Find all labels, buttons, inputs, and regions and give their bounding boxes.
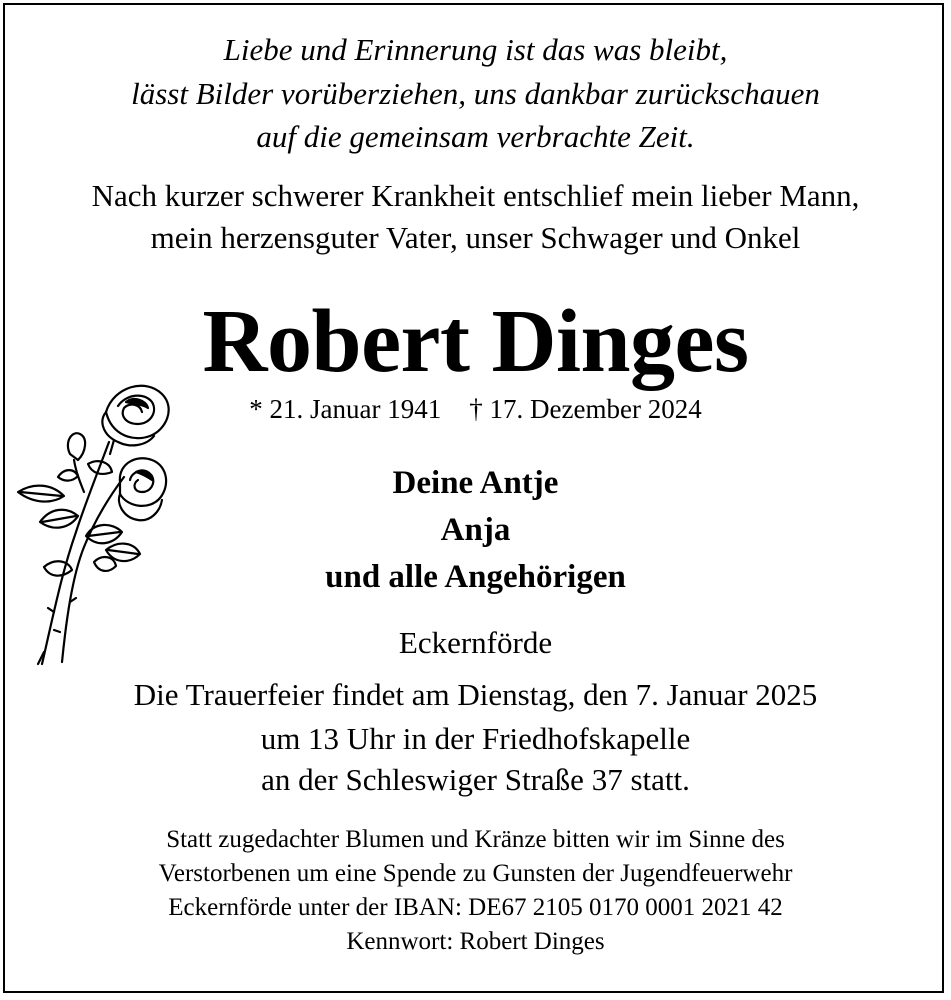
death-date: † 17. Dezember 2024 [469, 394, 702, 424]
service-line-3: an der Schleswiger Straße 37 statt. [261, 762, 690, 797]
service-line-1: Die Trauerfeier findet am Dienstag, den 7. Januar 2025 [133, 677, 818, 712]
intro-line-1: Nach kurzer schwerer Krankheit entschlief mein lieber Mann, [91, 178, 860, 213]
deceased-name: Robert Dinges [202, 292, 749, 391]
intro-line-2: mein herzensguter Vater, unser Schwager und Onkel [150, 220, 801, 255]
donation-line-3: Eckernförde unter der IBAN: DE67 2105 0170 0001 2021 42 [168, 894, 783, 921]
service-line-2: um 13 Uhr in der Friedhofskapelle [260, 721, 691, 756]
poem-line-3: auf die gemeinsam verbrachte Zeit. [256, 119, 695, 154]
birth-date: * 21. Januar 1941 [249, 394, 442, 424]
poem-line-2: lässt Bilder vorüberziehen, uns dankbar zurückschauen [131, 76, 820, 111]
donation-line-1: Statt zugedachter Blumen und Kränze bitten wir im Sinne des [166, 826, 785, 853]
mourner-line-3: und alle Angehörigen [325, 559, 626, 595]
mourner-line-1: Deine Antje [392, 465, 559, 501]
poem-line-1: Liebe und Erinnerung ist das was bleibt, [223, 32, 728, 67]
donation-line-2: Verstorbenen um eine Spende zu Gunsten der Jugendfeuerwehr [158, 860, 793, 887]
place-name: Eckernförde [398, 625, 553, 660]
mourner-line-2: Anja [440, 512, 511, 548]
donation-line-4: Kennwort: Robert Dinges [346, 928, 605, 955]
